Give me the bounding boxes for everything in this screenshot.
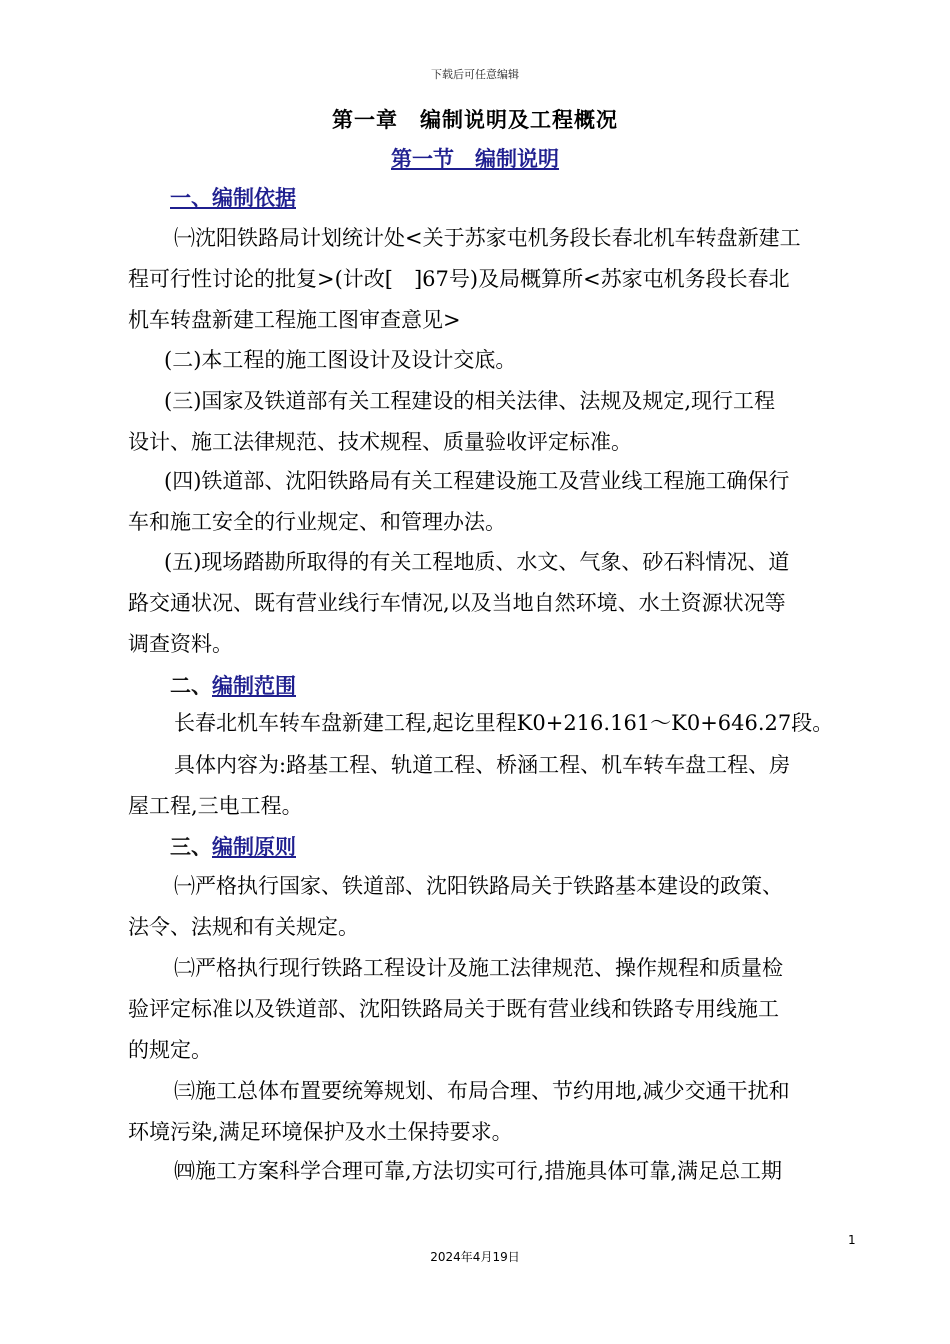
text-line: 屋工程,三电工程。 (128, 794, 303, 818)
text-line: (五)现场踏勘所取得的有关工程地质、水文、气象、砂石料情况、道 (164, 550, 790, 574)
heading-scope-text: 编制范围 (212, 673, 296, 698)
text-line: ㈢施工总体布置要统筹规划、布局合理、节约用地,减少交通干扰和 (174, 1079, 790, 1103)
text-line: (二)本工程的施工图设计及设计交底。 (164, 348, 517, 372)
paragraph-basis-3 (128, 381, 860, 463)
text-line: 的规定。 (128, 1038, 212, 1062)
text-line: ㈠沈阳铁路局计划统计处<关于苏家屯机务段长春北机车转盘新建工 (174, 226, 801, 250)
text-line: (四)铁道部、沈阳铁路局有关工程建设施工及营业线工程施工确保行 (164, 469, 790, 493)
paragraph-scope-2 (128, 745, 860, 827)
paragraph-basis-1 (128, 218, 860, 341)
text-line: ㈣施工方案科学合理可靠,方法切实可行,措施具体可靠,满足总工期 (174, 1159, 783, 1183)
text-line: 验评定标准以及铁道部、沈阳铁路局关于既有营业线和铁路专用线施工 (128, 997, 779, 1021)
text-line: ㈡严格执行现行铁路工程设计及施工法律规范、操作规程和质量检 (174, 956, 783, 980)
text-line: ㈠严格执行国家、铁道部、沈阳铁路局关于铁路基本建设的政策、 (174, 874, 783, 898)
section-title: 第一节 编制说明 (391, 146, 559, 171)
heading-principles (170, 831, 296, 861)
header-note: 下载后可任意编辑 (431, 68, 519, 81)
heading-basis (170, 182, 296, 212)
paragraph-basis-2 (128, 340, 860, 381)
paragraph-principles-3 (128, 1071, 860, 1153)
text-line: 机车转盘新建工程施工图审查意见> (128, 308, 461, 332)
paragraph-basis-5 (128, 542, 860, 665)
paragraph-principles-4 (128, 1151, 860, 1192)
text-line: 路交通状况、既有营业线行车情况,以及当地自然环境、水土资源状况等 (128, 591, 786, 615)
text-line: 设计、施工法律规范、技术规程、质量验收评定标准。 (128, 430, 632, 454)
chapter-title: 第一章 编制说明及工程概况 (332, 107, 618, 132)
heading-basis-text: 一、编制依据 (170, 185, 296, 210)
text-line: 调查资料。 (128, 632, 233, 656)
text-line: 程可行性讨论的批复>(计改[ ]67号)及局概算所<苏家屯机务段长春北 (128, 267, 790, 291)
heading-principles-number: 三、 (170, 834, 212, 859)
heading-scope (170, 670, 296, 700)
paragraph-scope-1 (128, 703, 860, 744)
page-number: 1 (848, 1233, 856, 1247)
heading-principles-text: 编制原则 (212, 834, 296, 859)
footer-date: 2024年4月19日 (430, 1250, 520, 1264)
text-line: 环境污染,满足环境保护及水土保持要求。 (128, 1120, 513, 1144)
text-line: 法令、法规和有关规定。 (128, 915, 359, 939)
text-line: (三)国家及铁道部有关工程建设的相关法律、法规及规定,现行工程 (164, 389, 776, 413)
paragraph-principles-1 (128, 866, 860, 948)
text-line: 具体内容为:路基工程、轨道工程、桥涵工程、机车转车盘工程、房 (174, 753, 791, 777)
paragraph-basis-4 (128, 461, 860, 543)
heading-scope-number: 二、 (170, 673, 212, 698)
paragraph-principles-2 (128, 948, 860, 1071)
text-line: 长春北机车转车盘新建工程,起讫里程K0+216.161～K0+646.27段。 (174, 711, 834, 735)
text-line: 车和施工安全的行业规定、和管理办法。 (128, 510, 506, 534)
